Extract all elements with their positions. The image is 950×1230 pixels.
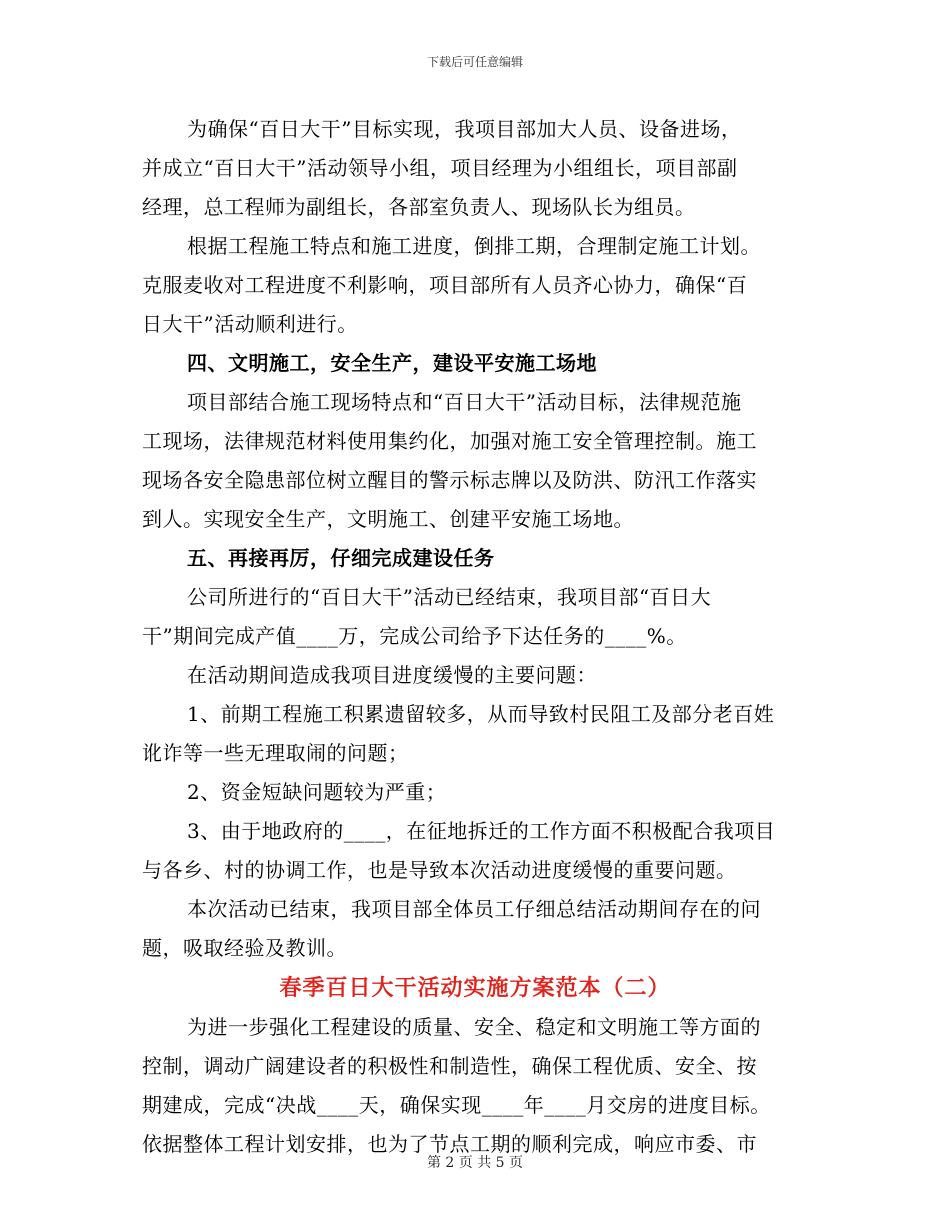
paragraph-line: 干”期间完成产值____万，完成公司给予下达任务的____%。 bbox=[142, 624, 687, 648]
document-title: 春季百日大干活动实施方案范本（二） bbox=[279, 975, 671, 1001]
paragraph-line: 现场各安全隐患部位树立醒目的警示标志牌以及防洪、防汛工作落实 bbox=[142, 468, 757, 492]
paragraph-line: 本次活动已结束，我项目部全体员工仔细总结活动期间存在的问 bbox=[187, 897, 761, 921]
paragraph-line: 在活动期间造成我项目进度缓慢的主要问题： bbox=[187, 663, 597, 687]
section-heading: 五、再接再厉，仔细完成建设任务 bbox=[187, 546, 495, 570]
paragraph-line: 项目部结合施工现场特点和“百日大干”活动目标，法律规范施 bbox=[187, 390, 742, 414]
list-item: 3、由于地政府的____，在征地拆迁的工作方面不积极配合我项目 bbox=[187, 819, 776, 843]
paragraph-line: 期建成，完成“决战____天，确保实现____年____月交房的进度目标。 bbox=[142, 1093, 771, 1117]
paragraph-line: 为确保“百日大干”目标实现，我项目部加大人员、设备进场， bbox=[187, 117, 742, 141]
paragraph-line: 与各乡、村的协调工作，也是导致本次活动进度缓慢的重要问题。 bbox=[142, 858, 737, 882]
document-body bbox=[142, 110, 808, 1164]
paragraph-line: 控制，调动广阔建设者的积极性和制造性，确保工程优质、安全、按 bbox=[142, 1054, 757, 1078]
list-item: 1、前期工程施工积累遗留较多，从而导致村民阻工及部分老百姓 bbox=[187, 702, 775, 726]
paragraph-line: 公司所进行的“百日大干”活动已经结束，我项目部“百日大 bbox=[187, 585, 712, 609]
page-header: 下载后可任意编辑 bbox=[426, 55, 523, 69]
paragraph-line: 讹诈等一些无理取闹的问题； bbox=[142, 741, 409, 765]
section-heading: 四、文明施工，安全生产，建设平安施工场地 bbox=[187, 351, 597, 375]
paragraph-line: 经理，总工程师为副组长，各部室负责人、现场队长为组员。 bbox=[142, 195, 696, 219]
list-item: 2、资金短缺问题较为严重； bbox=[187, 780, 447, 804]
paragraph-line: 并成立“百日大干”活动领导小组，项目经理为小组组长，项目部副 bbox=[142, 156, 738, 180]
paragraph-line: 为进一步强化工程建设的质量、安全、稳定和文明施工等方面的 bbox=[187, 1015, 761, 1039]
page-footer: 第 2 页 共 5 页 bbox=[426, 1155, 524, 1171]
paragraph-line: 克服麦收对工程进度不利影响，项目部所有人员齐心协力，确保“百 bbox=[142, 273, 748, 297]
paragraph-line: 根据工程施工特点和施工进度，倒排工期，合理制定施工计划。 bbox=[187, 234, 761, 258]
paragraph-line: 依据整体工程计划安排，也为了节点工期的顺利完成，响应市委、市 bbox=[142, 1132, 757, 1156]
paragraph-line: 题，吸取经验及教训。 bbox=[142, 936, 347, 960]
paragraph-line: 日大干”活动顺利进行。 bbox=[142, 312, 358, 336]
paragraph-line: 到人。实现安全生产，文明施工、创建平安施工场地。 bbox=[142, 507, 634, 531]
paragraph-line: 工现场，法律规范材料使用集约化，加强对施工安全管理控制。施工 bbox=[142, 429, 757, 453]
